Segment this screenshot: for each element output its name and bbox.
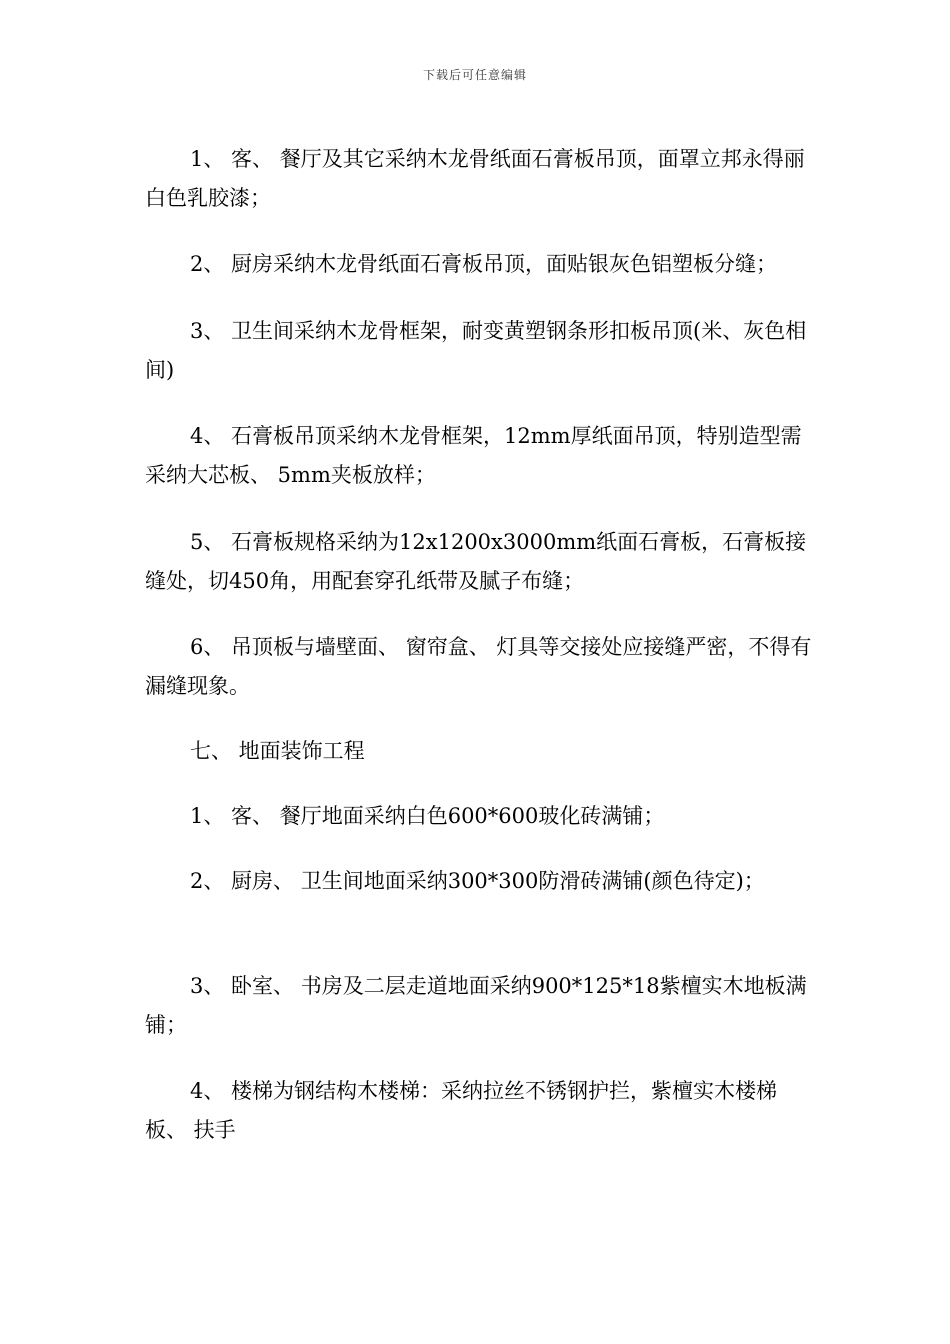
paragraph-floor-living-dining: 1、 客、 餐厅地面采纳白色600*600玻化砖满铺；	[190, 804, 665, 828]
paragraph-ceiling-kitchen: 2、 厨房采纳木龙骨纸面石膏板吊顶，面贴银灰色铝塑板分缝；	[190, 252, 778, 276]
page-header-note: 下载后可任意编辑	[422, 68, 527, 82]
document-body	[145, 140, 813, 1150]
paragraph-floor-bedroom: 3、 卧室、 书房及二层走道地面采纳900*125*18紫檀实木地板满铺；	[145, 974, 807, 1037]
paragraph-ceiling-living-dining: 1、 客、 餐厅及其它采纳木龙骨纸面石膏板吊顶，面罩立邦永得丽白色乳胶漆；	[145, 147, 805, 210]
paragraph-ceiling-joints: 6、 吊顶板与墙壁面、 窗帘盒、 灯具等交接处应接缝严密，不得有漏缝现象。	[145, 635, 812, 698]
paragraph-stairs: 4、 楼梯为钢结构木楼梯：采纳拉丝不锈钢护拦，紫檀实木楼梯板、 扶手	[145, 1079, 778, 1142]
paragraph-gypsum-spec: 5、 石膏板规格采纳为12x1200x3000mm纸面石膏板，石膏板接缝处，切450角，用配套穿孔纸带及腻子布缝；	[145, 530, 807, 593]
paragraph-floor-kitchen-bathroom: 2、 厨房、 卫生间地面采纳300*300防滑砖满铺(颜色待定)；	[190, 869, 765, 893]
section-heading-floor: 七、 地面装饰工程	[190, 739, 365, 763]
paragraph-gypsum-frame: 4、 石膏板吊顶采纳木龙骨框架，12mm厚纸面吊顶，特别造型需采纳大芯板、 5mm夹板放样；	[145, 424, 802, 487]
paragraph-ceiling-bathroom: 3、 卫生间采纳木龙骨框架，耐变黄塑钢条形扣板吊顶(米、灰色相间)	[145, 319, 807, 382]
